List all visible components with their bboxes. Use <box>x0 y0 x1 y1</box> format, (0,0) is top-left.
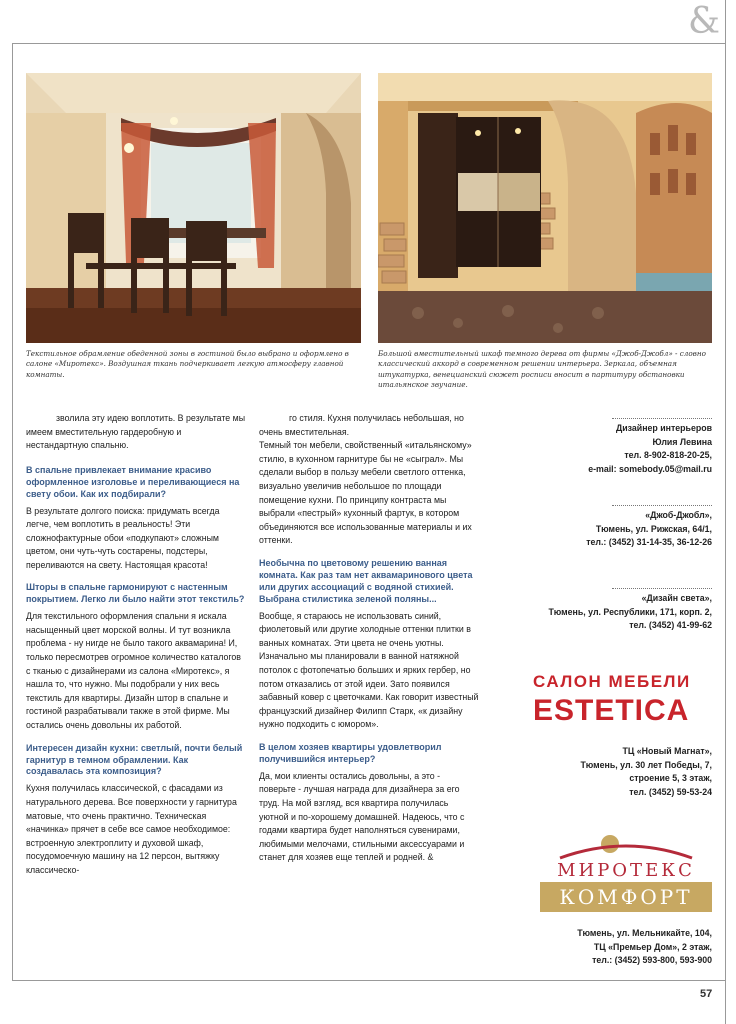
contact-line: Юлия Левина <box>652 436 712 447</box>
caption-dining-room: Текстильное обрамление обеденной зоны в гостиной было выбрано и оформлено в салоне «Миротекс». Воздушная ткань подчеркивает легкую атмосферу главной комнаты. <box>26 349 349 379</box>
dotted-divider <box>612 505 712 506</box>
paragraph: Кухня получилась классической, с фасадами из натурального дерева. Все поверхности у гарнитура матовые, что очень практично. Техническая «начинка» прячет в себе все самое необходимое: встроенную электроплиту и духовой шкаф, посудомоечную машину на 12 персон, вытяжку классическо- <box>26 783 237 875</box>
estetica-logo-subtitle: САЛОН МЕБЕЛИ <box>533 672 691 691</box>
frame-bottom-line <box>12 980 726 981</box>
photo-hallway-wardrobe <box>378 73 712 343</box>
interview-question: В спальне привлекает внимание красиво оформленное изголовье и переливающиеся на свету обои. Как их подбирали? <box>26 464 240 499</box>
paragraph: го стиля. Кухня получилась небольшая, но очень вместительная. <box>259 413 464 437</box>
paragraph: Вообще, я стараюсь не использовать синий, фиолетовый или другие холодные оттенки плитки в ванных комнатах. Эти цвета не очень уютны. Изначально мы планировали в ванной натяжной потолок с фотопечатью больших и ярких гербер, но потом отказались от этой идеи. Зато появился забавный ковер с цветочками. Как говорит известный французский дизайнер Филипп Старк, «к дизайну нужно подходить с юмором». <box>259 610 479 730</box>
interview-question: Необычна по цветовому решению ванная комната. Как раз там нет аквамаринового цвета или других ассоциаций с водяной стихией. Выбрана стилистика зеленой поляны... <box>259 557 473 604</box>
contact-line: ТЦ «Премьер Дом», 2 этаж, <box>593 941 712 952</box>
interview-question: Интересен дизайн кухни: светлый, почти белый гарнитур в темном обрамлении. Как создавалась эта композиция? <box>26 742 243 777</box>
mirotex-logo-emblem-icon <box>540 830 712 860</box>
paragraph: Для текстильного оформления спальни я искала насыщенный цвет морской волны. И тут возникла проблема - ну нигде не было такого аквамарина! И, только пересмотрев огромное количество каталогов с тканью с дизайнерами из салона «Миротекс», я нашла то, что нужно. Мы подобрали у них весь текстиль для квартиры. Дизайн штор в спальне и гостиной разрабатывали также в этой фирме. Мы остались очень довольны их работой. <box>26 611 241 731</box>
contact-line: строение 5, 3 этаж, <box>629 773 712 784</box>
contact-line: «Джоб-Джобл», <box>645 510 712 520</box>
contact-email: e-mail: somebody.05@mail.ru <box>588 463 712 474</box>
paragraph: Да, мои клиенты остались довольны, а это - поверьте - лучшая награда для дизайнера за его труд. На мой взгляд, вся квартира получилась уютной и по-хорошему домашней. Надеюсь, что с годами квартира будет наполняться сувенирами, любимыми мелочами, стильными аксессуарами и станет для хозяев еще теплей и родней. & <box>259 770 465 863</box>
page-number: 57 <box>700 988 713 1000</box>
contact-jobjobl <box>586 505 712 550</box>
dotted-divider <box>612 418 712 419</box>
mirotex-logo-line2: КОМФОРТ <box>540 882 712 912</box>
photo-dining-room <box>26 73 361 343</box>
frame-right-line <box>725 0 726 1024</box>
contact-estetica <box>581 745 713 799</box>
contact-line: Тюмень, ул. Рижская, 64/1, <box>595 523 712 534</box>
article-column-1 <box>26 412 246 878</box>
contact-line: тел.: (3452) 31-14-35, 36-12-26 <box>586 537 712 548</box>
mirotex-logo <box>540 830 712 916</box>
contact-line: Тюмень, ул. Республики, 171, корп. 2, <box>548 606 712 617</box>
paragraph: Темный тон мебели, свойственный «итальянскому» стилю, в кухонном гарнитуре бы не «сыграл». Мы сделали выбор в пользу мебели светлого оттенка, визуально увеличив небольшое по площади помещение кухни. По принципу контраста мы выбрали «пестрый» кухонный фартук, в котором объединяются все использованные материалы и их оттенки. <box>259 440 472 546</box>
contact-design-sveta <box>549 588 713 633</box>
contact-line: ТЦ «Новый Магнат», <box>622 746 712 756</box>
caption-hallway: Большой вместительный шкаф темного дерева от фирмы «Джоб-Джобл» - словно классический аккорд в современном решении интерьера. Зеркала, объемная штукатурка, венецианский сюжет росписи вносит в партитуру обстановки итальянское звучание. <box>378 349 706 389</box>
magazine-logo-ampersand: & <box>688 1 721 42</box>
contact-line: Тюмень, ул. Мельникайте, 104, <box>577 928 712 938</box>
contact-line: «Дизайн света», <box>641 593 712 603</box>
contact-line: Дизайнер интерьеров <box>615 423 712 433</box>
article-column-2 <box>259 412 479 865</box>
dotted-divider <box>612 588 712 589</box>
contact-line: тел. (3452) 41-99-62 <box>629 620 712 631</box>
contact-line: тел.: (3452) 593-800, 593-900 <box>592 955 712 966</box>
estetica-logo <box>533 672 713 734</box>
contact-line: тел. 8-902-818-20-25, <box>624 450 712 461</box>
mirotex-logo-line1: МИРОТЕКС <box>557 860 695 881</box>
contact-mirotex <box>577 927 712 968</box>
contact-line: Тюмень, ул. 30 лет Победы, 7, <box>580 759 712 770</box>
paragraph: В результате долгого поиска: придумать всегда легче, чем воплотить в реальность! Эти сложнофактурные обои «подкупают» сложным цветом, они чуть-чуть состарены, подстеры, переливаются на свету. Настоящая красота! <box>26 505 220 570</box>
interview-question: В целом хозяев квартиры удовлетворил получившийся интерьер? <box>259 741 442 764</box>
interview-question: Шторы в спальне гармонируют с настенным покрытием. Легко ли было найти этот текстиль? <box>26 582 245 605</box>
paragraph: зволила эту идею воплотить. В результате мы имеем вместительную гардеробную и нестандартную спальню. <box>26 413 246 451</box>
frame-top-line <box>12 43 726 44</box>
contact-line: тел. (3452) 59-53-24 <box>629 786 712 797</box>
contact-designer <box>588 418 712 476</box>
estetica-logo-name: ESTETICA <box>533 694 690 727</box>
frame-left-line <box>12 43 13 980</box>
